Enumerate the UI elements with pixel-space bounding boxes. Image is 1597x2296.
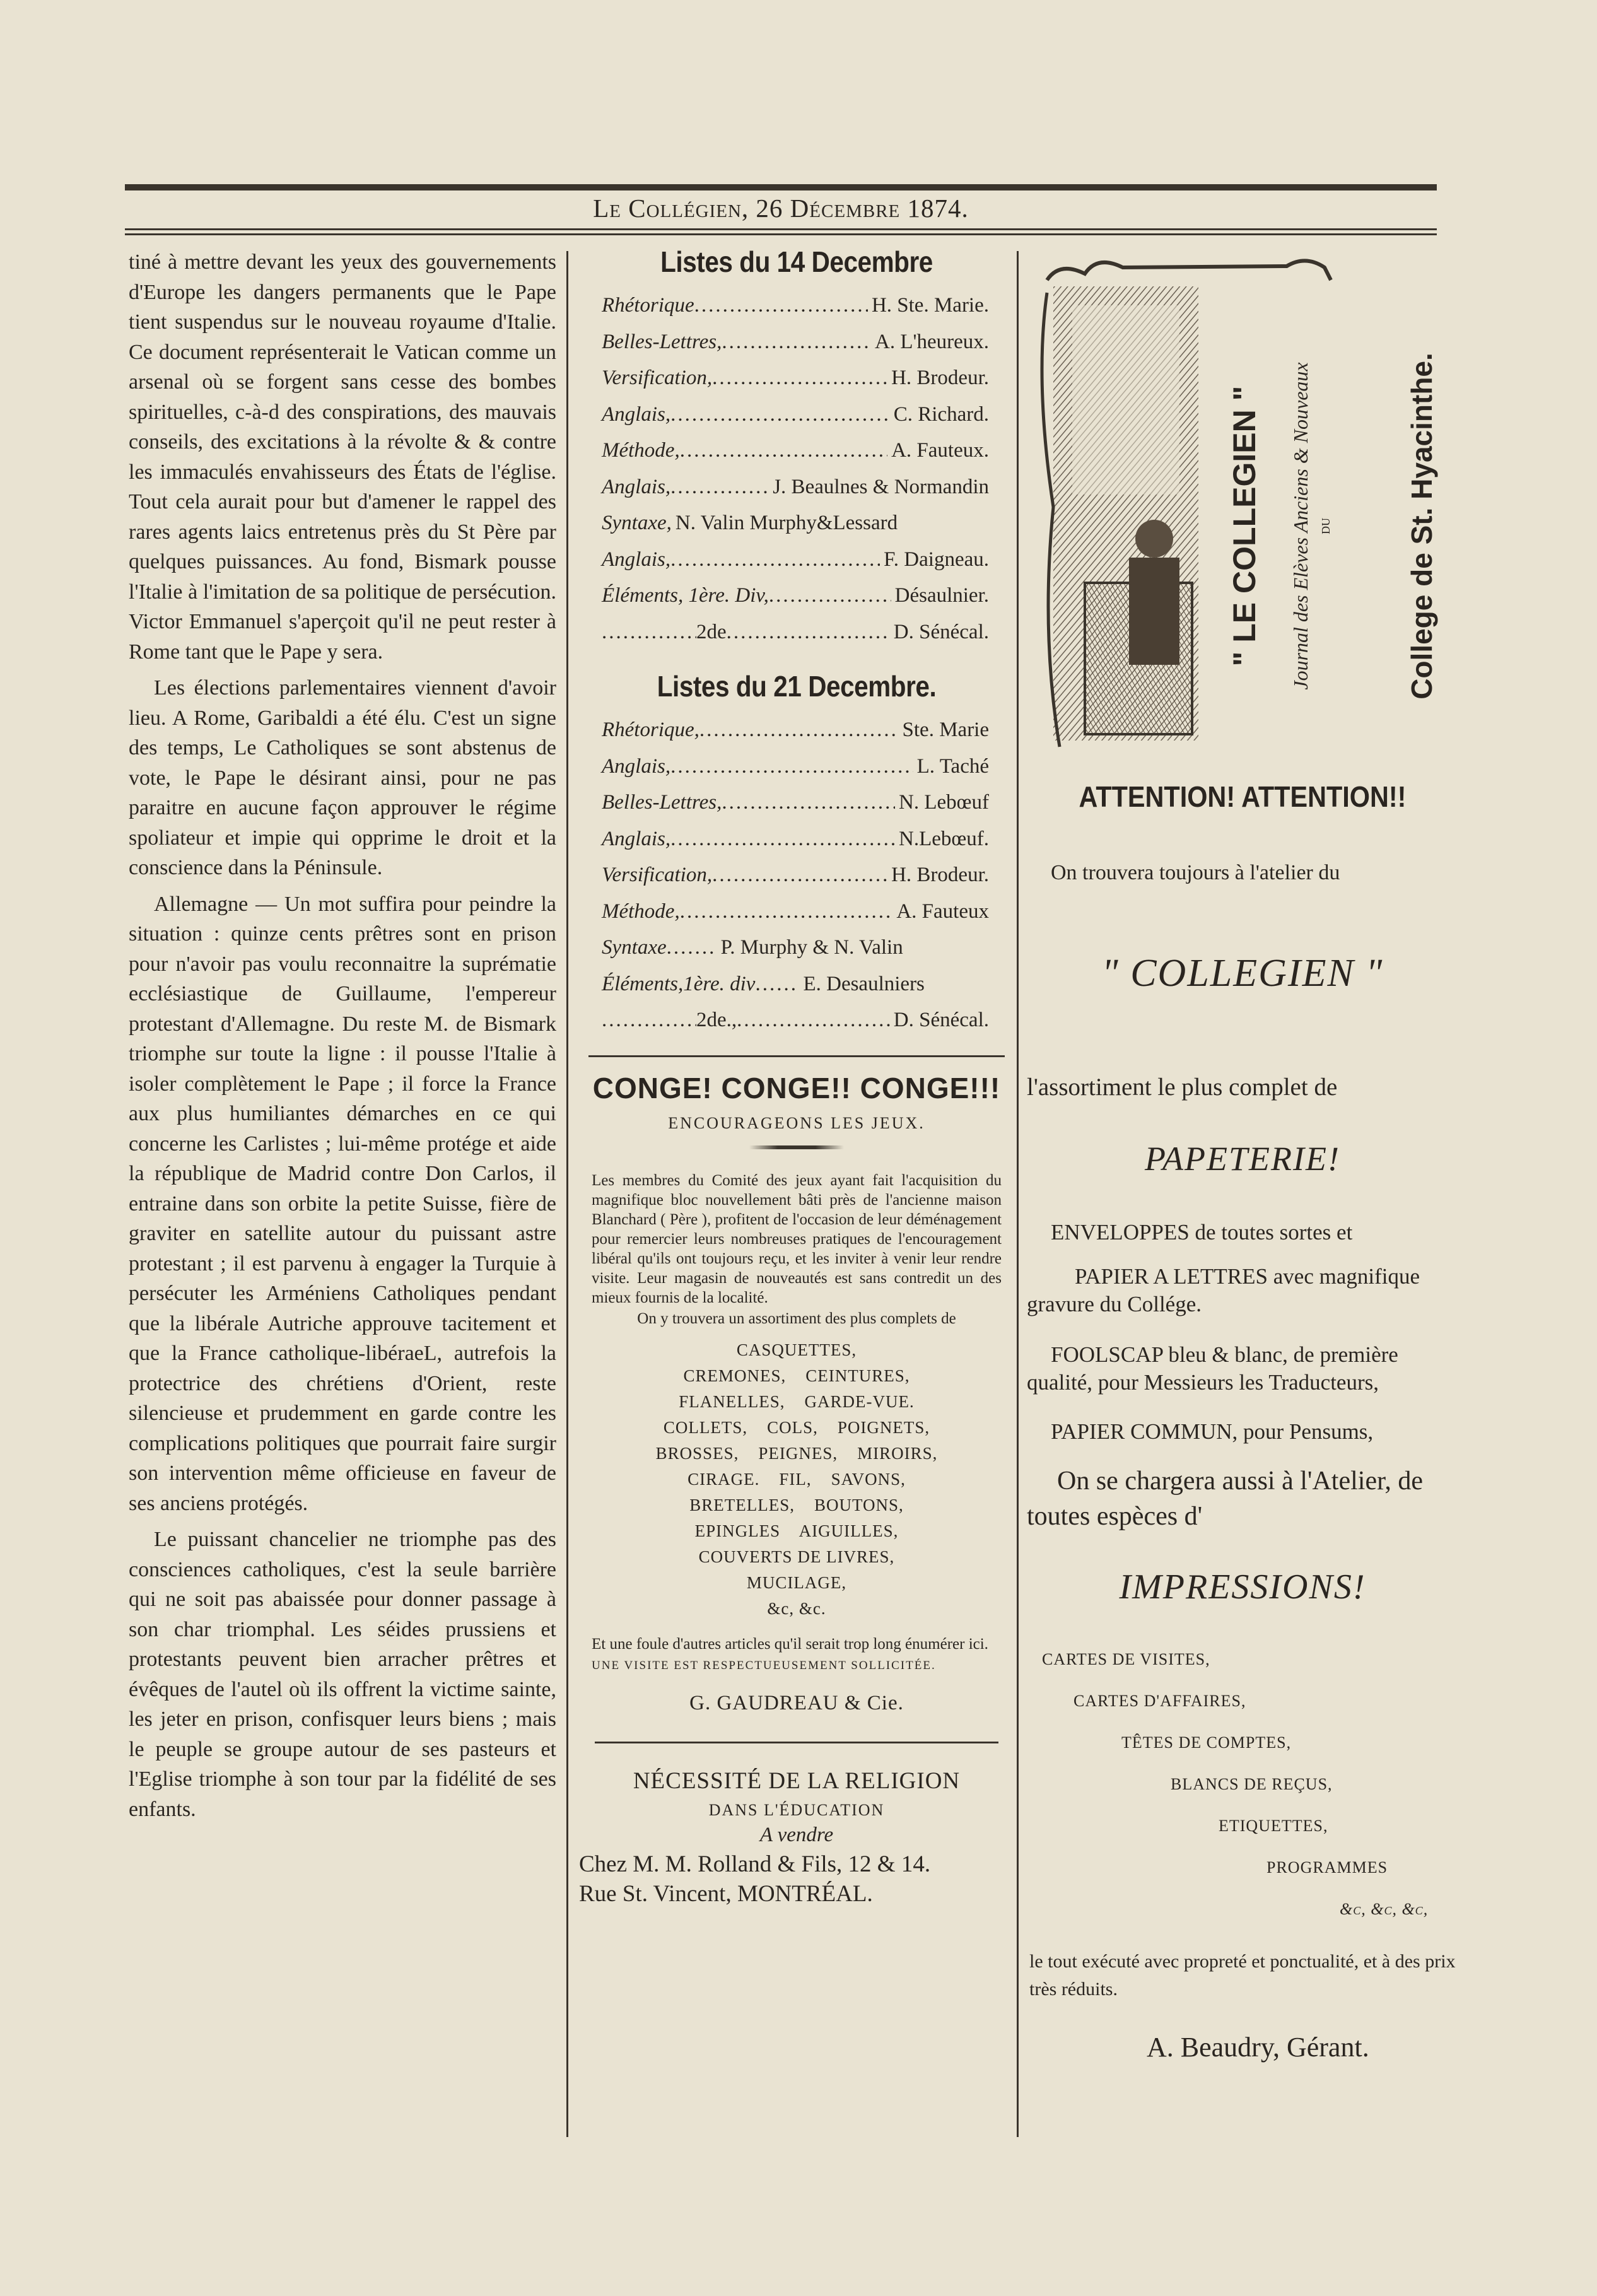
column-divider-1 <box>566 251 568 2137</box>
item-line: BRETELLES, BOUTONS, <box>689 1495 904 1514</box>
item-line: CIRAGE. FIL, SAVONS, <box>687 1469 906 1489</box>
masthead: Le Collégien, 26 Décembre 1874. <box>593 194 969 223</box>
necessite-title: NÉCESSITÉ DE LA RELIGION <box>633 1767 961 1794</box>
subject: Méthode, <box>602 439 680 462</box>
student: H. Ste. Marie. <box>871 294 989 317</box>
logo-du: DU <box>1319 518 1332 534</box>
student: C. Richard. <box>893 402 989 426</box>
student: N. Lebœuf <box>899 791 989 814</box>
subject: Belles-Lettres, <box>602 330 722 353</box>
list14-title: Listes du 14 Decembre <box>660 245 933 278</box>
student: D. Sénécal. <box>893 620 989 643</box>
subject: Rhétorique <box>602 294 694 317</box>
article-paragraph: Allemagne — Un mot suffira pour peindre la situation : quinze cents prêtres sont en prison pour n'avoir pas voulu reconnaitre la suprématie ecclésiastique de Guillaume, l'empereur protestant d'Allemagne. Du reste M. de Bismark triomphe sur toute la ligne : il pousse l'Italie à isoler complètement le Pape ; il force la France aux plus humiliantes démarches en ce qui concerne les Carlistes ; lui-même protége et aide la république de Madrid contre Don Carlos, il entraine dans son orbite la petite Suisse, fière de graviter en satellite autour du puissant astre protestant ; il est parvenu à engager la Turquie à persécuter les Arméniens Catholiques pendant que la libérale Autriche approuve tacitement et que la France catholique-libéraeL, autrefois la protectrice des chrétiens d'Orient, reste silencieuse et prudemment en garde contre les complications politiques que pourrait faire surgir son intervention même officieuse en faveur de ses anciens protégés. <box>129 892 556 1515</box>
subject: Syntaxe <box>602 936 667 959</box>
subject: Rhétorique, <box>602 718 699 741</box>
subject: Anglais, <box>602 827 671 850</box>
masthead-rule <box>125 228 1437 230</box>
conge-visit: UNE VISITE EST RESPECTUEUSEMENT SOLLICITÉE. <box>592 1658 936 1672</box>
subject: Anglais, <box>602 548 671 571</box>
ad-gerant: A. Beaudry, Gérant. <box>1147 2032 1369 2063</box>
list-row <box>602 1002 989 1039</box>
necessite-line1: Chez M. M. Rolland & Fils, 12 & 14. <box>579 1851 931 1877</box>
student: H. Brodeur. <box>891 366 989 389</box>
list-row <box>602 505 989 542</box>
logo-subtitle: Journal des Elèves Anciens & Nouveaux <box>1289 362 1312 690</box>
conge-subtitle: ENCOURAGEONS LES JEUX. <box>668 1113 925 1132</box>
conge-items <box>579 1337 1014 1622</box>
student: E. Desaulniers <box>803 972 925 995</box>
conge-signature: G. GAUDREAU & Cie. <box>689 1691 904 1714</box>
student: A. L'heureux. <box>875 330 989 353</box>
item-line: COLLETS, COLS, POIGNETS, <box>663 1417 930 1437</box>
subject: Anglais, <box>602 475 671 498</box>
subject: Anglais, <box>602 754 671 778</box>
student: A. Fauteux <box>896 899 989 923</box>
subject: 2de <box>696 620 727 643</box>
logo-title: " LE COLLEGIEN " <box>1227 385 1262 667</box>
item-line: FLANELLES, GARDE-VUE. <box>679 1391 915 1411</box>
student: J. Beaulnes & Normandin <box>773 475 989 498</box>
engraving <box>1034 255 1438 759</box>
item-line: CREMONES, CEINTURES, <box>683 1366 910 1385</box>
student: D. Sénécal. <box>893 1009 989 1031</box>
student: N.Lebœuf. <box>899 827 989 850</box>
article-paragraph: Le puissant chancelier ne triomphe pas des consciences catholiques, c'est la seule barrière qui ne soit pas abaissée pour donner passage à son char triomphal. Les séides prussiens et protestants peuvent bien arracher prêtres et évêques de l'autel où ils offrent la victime sainte, les jeter en prison, confisquer leurs biens ; mais le peuple se groupe autour de ses pasteurs et l'Eglise triomphe à son tour par la fidélité de ses enfants. <box>129 1528 556 1821</box>
necessite-sale: A vendre <box>759 1823 834 1846</box>
ad-commun: PAPIER COMMUN, pour Pensums, <box>1051 1419 1374 1444</box>
column-divider-2 <box>1017 251 1019 2137</box>
list-row <box>602 433 989 469</box>
student: Désaulnier. <box>894 584 989 607</box>
item-line: EPINGLES AIGUILLES, <box>694 1521 899 1540</box>
ad-headline: ATTENTION! ATTENTION!! <box>1079 780 1407 813</box>
item-line: COUVERTS DE LIVRES, <box>698 1547 895 1566</box>
ad-item: ETIQUETTES, <box>1219 1817 1328 1835</box>
list14 <box>579 288 1014 650</box>
subject: Belles-Lettres, <box>602 791 722 814</box>
divider <box>595 1742 998 1743</box>
ad-item: BLANCS DE REÇUS, <box>1171 1775 1333 1793</box>
ad-item: PROGRAMMES <box>1266 1858 1388 1877</box>
article-paragraph: tiné à mettre devant les yeux des gouvernements d'Europe les dangers permanents que le Pape tient suspendus sur le nouveau royaume d'Italie. Ce document représenterait le Vatican comme un arsenal où se forgent sans cesse des bombes spirituelles, c-à-d des conspirations, des mauvais conseils, des excitations à la révolte & & contre les immaculés envahisseurs des États de l'église. Tout cela aurait pour but d'amener le rappel des rares agents laics entretenus près du St Père par quelques puissances. Au fond, Bismark pousse l'Italie à l'imitation de sa politique de persécution. Victor Emmanuel s'aperçoit qu'il ne peut rester à Rome tant que le Pape y sera. <box>129 250 556 664</box>
article-paragraph: Les élections parlementaires viennent d'avoir lieu. A Rome, Garibaldi a été élu. C'est un signe des temps, Le Catholiques se sont abstenus de vote, le Pape le désirant ainsi, pour ne pas paraitre en aucune façon approuver le régime spoliateur et impie qui opprime le droit et la conscience dans la Péninsule. <box>129 676 556 879</box>
list21 <box>579 712 1014 1039</box>
ornament <box>749 1145 844 1149</box>
ad-charge: On se chargera aussi à l'Atelier, de toutes espèces d' <box>1027 1467 1424 1531</box>
subject: 2de., <box>696 1009 737 1031</box>
list-row <box>602 397 989 433</box>
student: H. Brodeur. <box>891 864 989 886</box>
student: A. Fauteux. <box>891 439 989 462</box>
list-row <box>602 542 989 578</box>
list-row <box>602 578 989 614</box>
student: N. Valin Murphy&Lessard <box>675 512 898 534</box>
subject: Syntaxe, <box>602 512 672 534</box>
conge-title: CONGE! CONGE!! CONGE!!! <box>592 1071 1001 1104</box>
middle-column <box>579 245 1014 1907</box>
subject: Anglais, <box>602 402 671 426</box>
list-row <box>602 288 989 324</box>
list-row <box>602 785 989 821</box>
list-row <box>602 894 989 930</box>
necessite-line2: Rue St. Vincent, MONTRÉAL. <box>579 1880 873 1907</box>
ad-foolscap: FOOLSCAP bleu & blanc, de première qualité, pour Messieurs les Traducteurs, <box>1027 1342 1398 1395</box>
list-row <box>602 930 989 966</box>
subject: Versification, <box>602 864 713 886</box>
student: P. Murphy & N. Valin <box>720 936 903 959</box>
ad-env: ENVELOPPES de toutes sortes et <box>1051 1220 1353 1245</box>
ad-collegien: " COLLEGIEN " <box>1101 952 1384 995</box>
list-row <box>602 821 989 858</box>
conge-paragraph: Les membres du Comité des jeux ayant fait l'acquisition du magnifique bloc nouvellement bâti près de l'ancienne maison Blanchard ( Père ), profitent de l'occasion de leur déménagement pour remercier leurs nombreuses pratiques de l'encouragement libéral qu'ils ont toujours reçu, et les inviter à venir leur rendre visite. Leur magasin de nouveautés est sans contredit un des mieux fournis de la localité. <box>592 1171 1002 1306</box>
item-line: BROSSES, PEIGNES, MIROIRS, <box>655 1443 938 1463</box>
list-row <box>602 614 989 651</box>
conge-closing: Et une foule d'autres articles qu'il serait trop long énumérer ici. <box>592 1635 988 1653</box>
top-rule <box>125 184 1437 190</box>
subject: Versification, <box>602 366 713 389</box>
item-line: &c, &c. <box>767 1598 826 1618</box>
list-row <box>602 324 989 361</box>
collegien-logo <box>1034 255 1438 759</box>
student: Ste. Marie <box>902 718 989 741</box>
subject: Éléments, 1ère. Div, <box>602 584 769 607</box>
list-row <box>602 469 989 506</box>
student: L. Taché <box>916 754 989 778</box>
ad-item: CARTES DE VISITES, <box>1042 1650 1210 1668</box>
ad-papeterie: PAPETERIE! <box>1145 1140 1340 1178</box>
item-line: CASQUETTES, <box>736 1340 857 1359</box>
list-row <box>602 712 989 749</box>
list-row <box>602 360 989 397</box>
list-row <box>602 857 989 894</box>
divider <box>588 1055 1005 1057</box>
subject: Éléments,1ère. div <box>602 972 756 995</box>
ad-papier: PAPIER A LETTRES avec magnifique gravure du Collége. <box>1027 1264 1420 1316</box>
logo-college: College de St. Hyacinthe. <box>1405 353 1438 700</box>
necessite-subtitle: DANS L'ÉDUCATION <box>708 1800 885 1819</box>
conge-intro: On y trouvera un assortiment des plus complets de <box>637 1309 956 1327</box>
ad-item: &c, &c, &c, <box>1340 1900 1429 1918</box>
masthead-rule-2 <box>125 233 1437 235</box>
item-line: MUCILAGE, <box>746 1573 847 1592</box>
subject: Méthode, <box>602 899 680 923</box>
ad-impressions: IMPRESSIONS! <box>1119 1567 1366 1607</box>
ad-item: TÊTES DE COMPTES, <box>1121 1733 1292 1752</box>
list21-title: Listes du 21 Decembre. <box>657 670 937 703</box>
list-row <box>602 749 989 785</box>
ad-line2: l'assortiment le plus complet de <box>1027 1074 1338 1101</box>
ad-footer: le tout exécuté avec propreté et ponctualité, et à des prix très réduits. <box>1029 1951 1456 2000</box>
ad-line1: On trouvera toujours à l'atelier du <box>1051 861 1340 884</box>
left-article <box>129 247 556 1824</box>
ad-item: CARTES D'AFFAIRES, <box>1073 1692 1246 1710</box>
student: F. Daigneau. <box>884 548 989 571</box>
list-row <box>602 966 989 1003</box>
